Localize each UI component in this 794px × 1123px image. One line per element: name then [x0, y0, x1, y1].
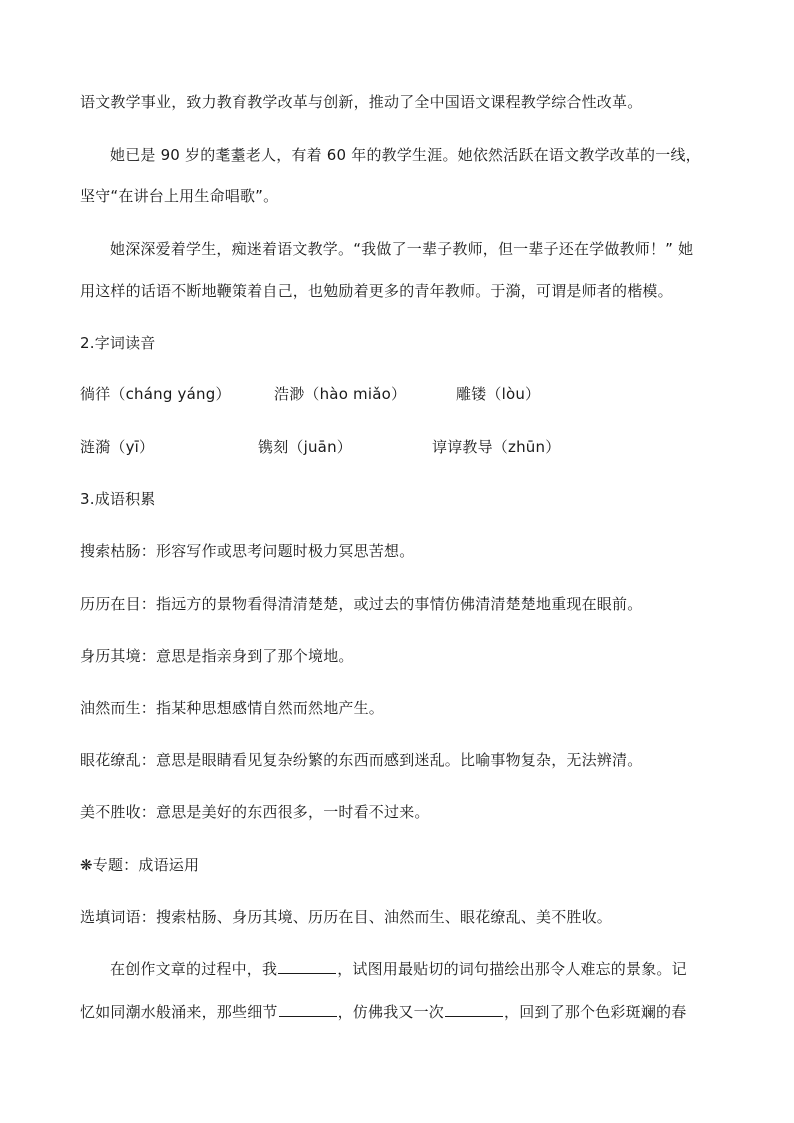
section-heading-pronunciation: 2.字词读音 [80, 334, 156, 352]
fill-blank[interactable] [445, 1002, 503, 1017]
section-heading-idioms: 3.成语积累 [80, 490, 156, 508]
exercise-text: 忆如同潮水般涌来，那些细节 [80, 1003, 278, 1021]
exercise-text: ，回到了那个色彩斑斓的春 [504, 1003, 687, 1021]
pronunciation-item: 雕镂（lòu） [456, 385, 541, 403]
exercise-line-1 [110, 959, 687, 979]
idiom-entry: 身历其境：意思是指亲身到了那个境地。 [80, 647, 354, 665]
paragraph-2-line-2: 坚守“在讲台上用生命唱歌”。 [80, 187, 279, 205]
paragraph-3-line-1: 她深深爱着学生，痴迷着语文教学。“我做了一辈子教师，但一辈子还在学做教师！” 她 [110, 240, 694, 258]
pronunciation-item: 涟漪（yī） [80, 438, 155, 456]
exercise-instruction: 选填词语：搜索枯肠、身历其境、历历在目、油然而生、眼花缭乱、美不胜收。 [80, 908, 613, 926]
idiom-entry: 美不胜收：意思是美好的东西很多，一时看不过来。 [80, 803, 430, 821]
pronunciation-item: 徜徉（cháng yáng） [80, 385, 231, 403]
paragraph-3-line-2: 用这样的话语不断地鞭策着自己，也勉励着更多的青年教师。于漪，可谓是师者的楷模。 [80, 282, 673, 300]
exercise-line-2 [80, 1002, 686, 1022]
idiom-entry: 历历在目：指远方的景物看得清清楚楚，或过去的事情仿佛清清楚楚地重现在眼前。 [80, 595, 643, 613]
paragraph-continuation: 语文教学事业，致力教育教学改革与创新，推动了全中国语文课程教学综合性改革。 [80, 93, 643, 111]
exercise-text: ，试图用最贴切的词句描绘出那令人难忘的景象。记 [337, 960, 687, 978]
idiom-entry: 油然而生：指某种思想感情自然而然地产生。 [80, 699, 385, 717]
pronunciation-item: 镌刻（juān） [258, 438, 352, 456]
exercise-text: ，仿佛我又一次 [337, 1003, 445, 1021]
idiom-entry: 眼花缭乱：意思是眼睛看见复杂纷繁的东西而感到迷乱。比喻事物复杂，无法辨清。 [80, 751, 643, 769]
fill-blank[interactable] [278, 959, 336, 974]
idiom-entry: 搜索枯肠：形容写作或思考问题时极力冥思苦想。 [80, 542, 415, 560]
pronunciation-item: 浩渺（hào miǎo） [274, 385, 407, 403]
paragraph-2-line-1: 她已是 90 岁的耄耋老人，有着 60 年的教学生涯。她依然活跃在语文教学改革的一线， [110, 146, 701, 164]
pronunciation-item: 谆谆教导（zhūn） [432, 438, 561, 456]
exercise-text: 在创作文章的过程中，我 [110, 960, 278, 978]
special-topic-heading: ❋专题：成语运用 [80, 856, 200, 874]
fill-blank[interactable] [279, 1002, 337, 1017]
